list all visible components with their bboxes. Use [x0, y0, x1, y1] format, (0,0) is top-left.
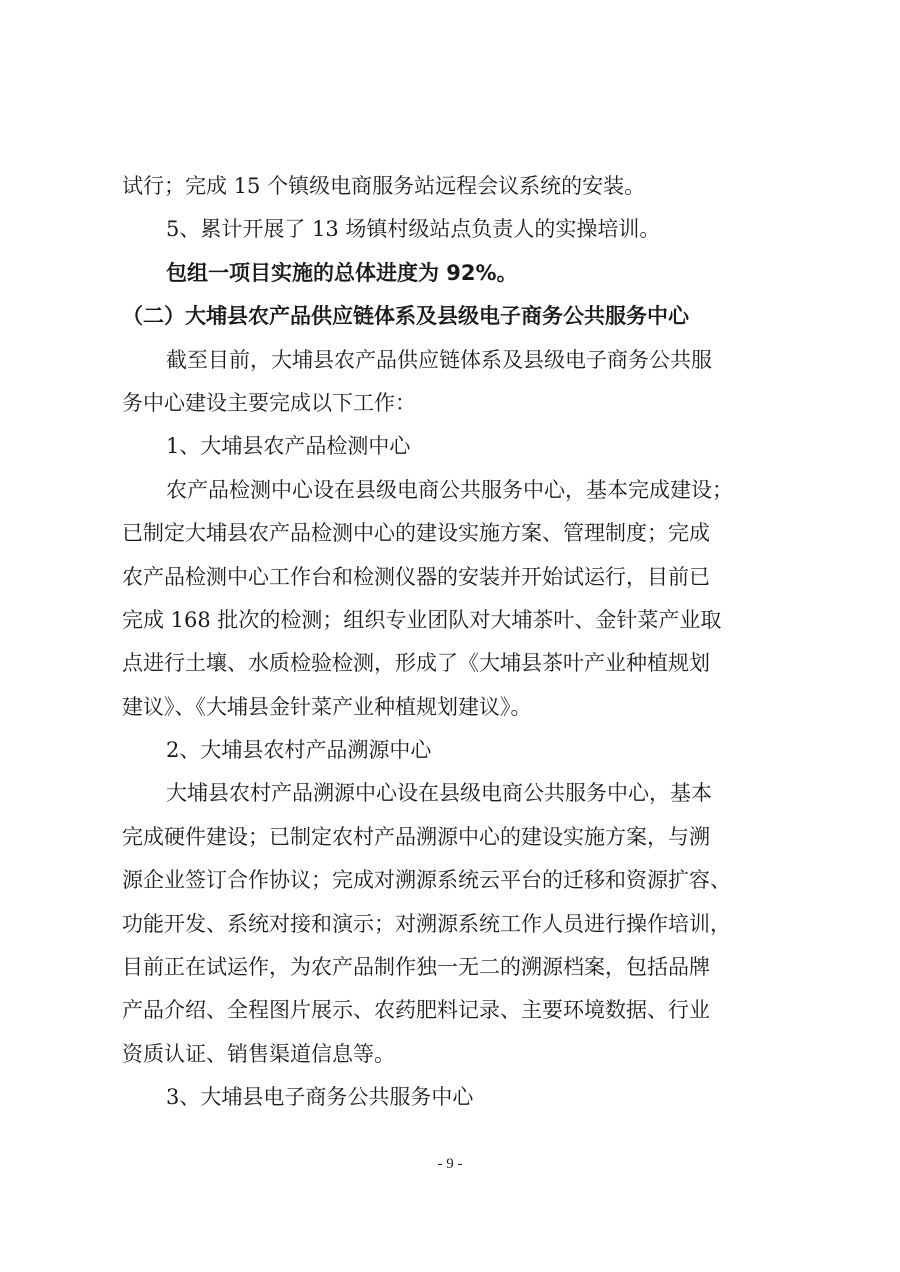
- paragraph-intro: 截至目前，大埔县农产品供应链体系及县级电子商务公共服: [166, 347, 712, 372]
- paragraph-testing-center: 已制定大埔县农产品检测中心的建设实施方案、管理制度；完成: [122, 521, 710, 546]
- subsection-title-1: 1、大埔县农产品检测中心: [166, 434, 411, 459]
- paragraph-testing-center: 点进行土壤、水质检验检测，形成了《大埔县茶叶产业种植规划: [122, 651, 710, 676]
- paragraph-traceability-center: 源企业签订合作协议；完成对溯源系统云平台的迁移和资源扩容、: [122, 868, 731, 893]
- list-item-5: 5、累计开展了 13 场镇村级站点负责人的实操培训。: [166, 217, 661, 242]
- paragraph-traceability-center: 完成硬件建设；已制定农村产品溯源中心的建设实施方案，与溯: [122, 824, 710, 849]
- paragraph-continuation: 试行；完成 15 个镇级电商服务站远程会议系统的安装。: [122, 174, 646, 198]
- paragraph-traceability-center: 产品介绍、全程图片展示、农药肥料记录、主要环境数据、行业: [122, 998, 710, 1023]
- paragraph-traceability-center: 功能开发、系统对接和演示；对溯源系统工作人员进行操作培训，: [122, 911, 731, 936]
- subsection-title-2: 2、大埔县农村产品溯源中心: [166, 738, 432, 763]
- paragraph-testing-center: 完成 168 批次的检测；组织专业团队对大埔茶叶、金针菜产业取: [122, 607, 722, 632]
- progress-summary: 包组一项目实施的总体进度为 92%。: [166, 260, 518, 285]
- subsection-title-3: 3、大埔县电子商务公共服务中心: [166, 1085, 474, 1110]
- paragraph-testing-center: 农产品检测中心设在县级电商公共服务中心，基本完成建设；: [166, 477, 733, 502]
- document-body: [122, 165, 794, 1120]
- page-number: - 9 -: [437, 1156, 463, 1172]
- paragraph-traceability-center: 大埔县农村产品溯源中心设在县级电商公共服务中心，基本: [166, 781, 712, 806]
- paragraph-traceability-center: 目前正在试运作，为农产品制作独一无二的溯源档案，包括品牌: [122, 955, 710, 980]
- paragraph-testing-center: 农产品检测中心工作台和检测仪器的安装并开始试运行，目前已: [122, 564, 710, 589]
- section-heading: （二）大埔县农产品供应链体系及县级电子商务公共服务中心: [122, 304, 689, 329]
- paragraph-testing-center: 建议》、《大埔县金针菜产业种植规划建议》。: [122, 694, 532, 719]
- paragraph-intro: 务中心建设主要完成以下工作：: [122, 390, 416, 415]
- paragraph-traceability-center: 资质认证、销售渠道信息等。: [122, 1041, 395, 1066]
